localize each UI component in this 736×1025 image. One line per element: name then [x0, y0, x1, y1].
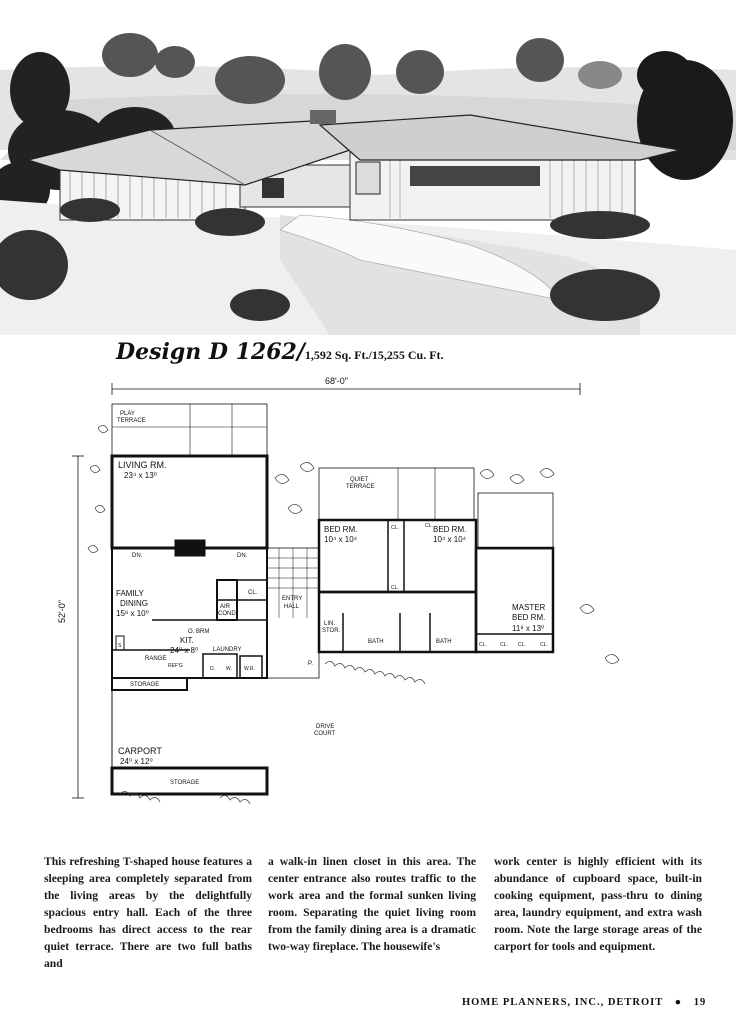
- quiet-terrace-label-2: TERRACE: [346, 484, 375, 490]
- house-rendering: [0, 0, 736, 335]
- closet-label-c: CL.: [425, 523, 433, 529]
- laundry-label: LAUNDRY: [213, 647, 242, 653]
- storage-label-top: STORAGE: [130, 682, 160, 688]
- living-room-label: LIVING RM.: [118, 460, 167, 470]
- family-size: 15⁸ x 10⁰: [116, 609, 149, 618]
- wash-room-label: W.R.: [244, 666, 255, 672]
- play-terrace-label: PLAY: [120, 411, 135, 417]
- bedroom-1-label: BED RM.: [324, 525, 358, 534]
- closet-label-kitchen: CL.: [248, 590, 258, 596]
- kitchen-size: 24⁰ x 8⁰: [170, 646, 199, 655]
- bullet-icon: ●: [674, 997, 683, 1008]
- drive-label: DRIVE: [316, 724, 335, 730]
- carport-label: CARPORT: [118, 746, 162, 756]
- sink-label: S: [118, 643, 122, 649]
- dining-label: DINING: [120, 599, 148, 608]
- bedroom-1-size: 10⁴ x 10⁴: [324, 535, 358, 544]
- description-column-3: work center is highly efficient with its abundance of cupboard space, built-in cooking equipment, pass-thru to dining area, laundry equipment, and extra wash room. Note the large storage areas of the carport for tools and equipment.: [494, 855, 702, 953]
- air-label: AIR: [220, 604, 231, 610]
- storage-label-bottom: STORAGE: [170, 780, 200, 786]
- page-footer: [462, 997, 707, 1008]
- dryer-label: D.: [210, 666, 215, 672]
- linen-label: LIN.: [324, 621, 336, 627]
- closet-label-b: CL.: [391, 585, 399, 591]
- bedroom-2-size: 10⁴ x 10⁴: [433, 535, 467, 544]
- floor-plan: [57, 368, 660, 818]
- kitchen-label: KIT.: [180, 636, 194, 645]
- living-room-size: 23⁴ x 13⁰: [124, 471, 157, 480]
- description-column-2: a walk-in linen closet in this area. The center entrance also routes traffic to the work area and the formal sunken living room. Separating the quiet living room from the family dining area is a dramatic two-way fireplace. The housewife's: [268, 855, 476, 953]
- entry-label: ENTRY: [282, 596, 303, 602]
- depth-dimension: 52'-0": [57, 600, 67, 623]
- quiet-terrace-label: QUIET: [350, 477, 369, 483]
- family-label: FAMILY: [116, 589, 144, 598]
- bedroom-2-label: BED RM.: [433, 525, 467, 534]
- closet-label-m2: CL.: [500, 642, 508, 648]
- publisher-name: HOME PLANNERS, INC., DETROIT: [462, 997, 664, 1008]
- design-title: [116, 339, 444, 365]
- carport-size: 24⁰ x 12⁰: [120, 757, 153, 766]
- down-label-2: DN.: [237, 553, 248, 559]
- washer-label: W.: [226, 666, 232, 672]
- closet-label-m4: CL.: [540, 642, 548, 648]
- storage-linen-label: STOR.: [322, 628, 341, 634]
- play-terrace-label-2: TERRACE: [117, 418, 146, 424]
- closet-label-m3: CL.: [518, 642, 526, 648]
- range-label: RANGE: [145, 656, 167, 662]
- page-number: 19: [693, 997, 707, 1008]
- design-name: Design D 1262: [116, 339, 297, 365]
- planter-label: P.: [308, 661, 313, 667]
- title-separator: /: [296, 339, 305, 365]
- o-brm-label: O. BRM: [188, 629, 210, 635]
- down-label-1: DN.: [132, 553, 143, 559]
- bath-1-label: BATH: [368, 639, 384, 645]
- hall-label: HALL: [284, 604, 300, 610]
- master-label: MASTER: [512, 603, 546, 612]
- description-column-1: This refreshing T-shaped house features a sleeping area completely separated from the living areas by the delightfully spacious entry hall. Each of the three bedrooms has direct access to the rear quiet terrace. There are two full baths and: [44, 855, 252, 970]
- air-cond-label: COND.: [218, 611, 238, 617]
- design-specs: 1,592 Sq. Ft./15,255 Cu. Ft.: [304, 348, 444, 362]
- closet-label-m1: CL.: [479, 642, 487, 648]
- width-dimension: 68'-0": [325, 376, 348, 386]
- refrigerator-label: REF'G: [168, 663, 183, 669]
- court-label: COURT: [314, 731, 336, 737]
- master-size: 11⁸ x 13⁰: [512, 624, 545, 633]
- closet-label-a: CL.: [391, 525, 399, 531]
- bath-2-label: BATH: [436, 639, 452, 645]
- master-bedroom-label: BED RM.: [512, 613, 546, 622]
